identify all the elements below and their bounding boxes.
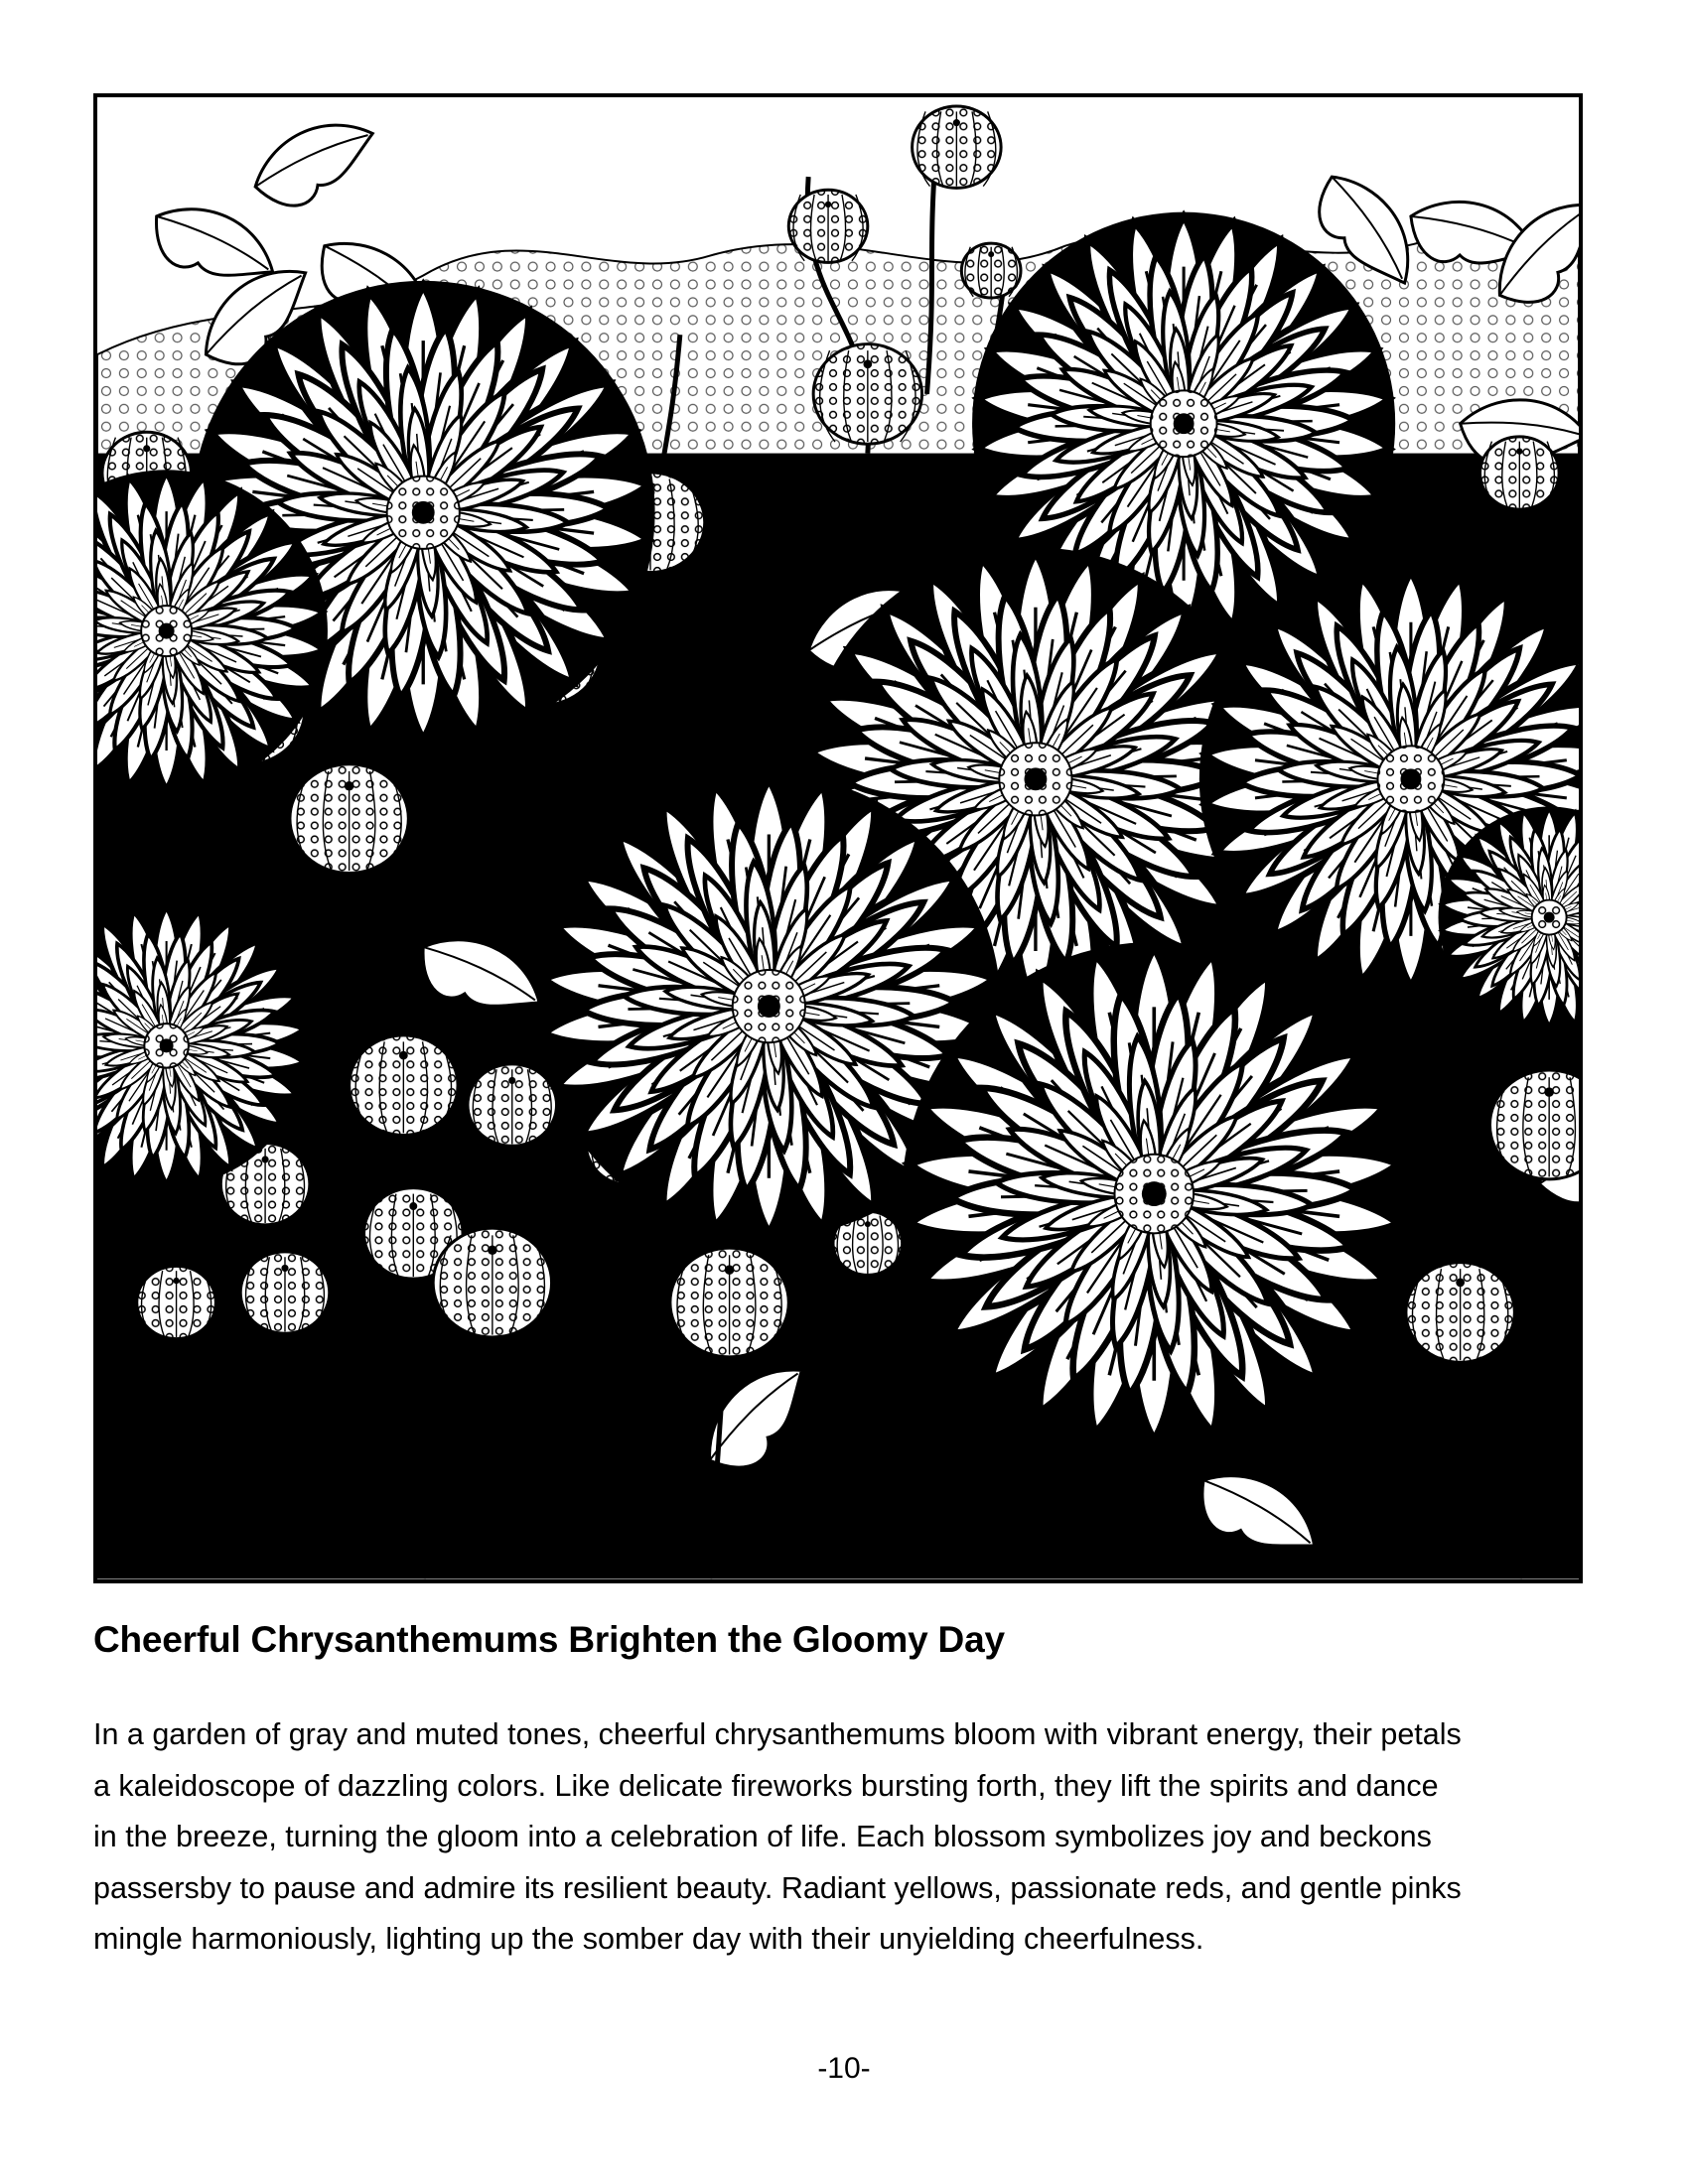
chrysanthemum-bud	[788, 190, 868, 262]
chrysanthemum-bud	[137, 1266, 216, 1338]
chrysanthemum-bud	[1406, 1263, 1514, 1363]
chrysanthemum-garden-illustration	[93, 93, 1583, 1583]
description-line: mingle harmoniously, lighting up the somber day with their unyielding cheerfulness.	[93, 1922, 1204, 1956]
chrysanthemum-bud	[240, 1252, 330, 1333]
illustration-artwork	[97, 97, 1579, 1579]
chrysanthemum-bud	[670, 1248, 788, 1357]
chrysanthemum-bud	[290, 764, 408, 874]
chrysanthemum-bud	[350, 1035, 458, 1136]
page-title: Cheerful Chrysanthemums Brighten the Gloomy Day	[93, 1619, 1005, 1660]
description-line: passersby to pause and admire its resilient beauty. Radiant yellows, passionate reds, and gentle pinks	[93, 1870, 1462, 1905]
chrysanthemum-bud	[813, 344, 921, 445]
chrysanthemum-bud	[961, 243, 1021, 298]
description-line: In a garden of gray and muted tones, cheerful chrysanthemums bloom with vibrant energy, their petals	[93, 1717, 1462, 1751]
chrysanthemum-bloom	[903, 942, 1406, 1445]
chrysanthemum-bud	[1480, 437, 1560, 509]
page-number: -10-	[817, 2052, 871, 2085]
description-paragraph	[93, 1709, 1603, 1966]
description-line: a kaleidoscope of dazzling colors. Like delicate fireworks bursting forth, they lift the spirits and dance	[93, 1768, 1439, 1803]
chrysanthemum-bud	[468, 1064, 557, 1146]
description-line: in the breeze, turning the gloom into a celebration of life. Each blossom symbolizes joy and beckons	[93, 1820, 1432, 1853]
chrysanthemum-bud	[433, 1228, 551, 1337]
chrysanthemum-bud	[913, 106, 1002, 188]
